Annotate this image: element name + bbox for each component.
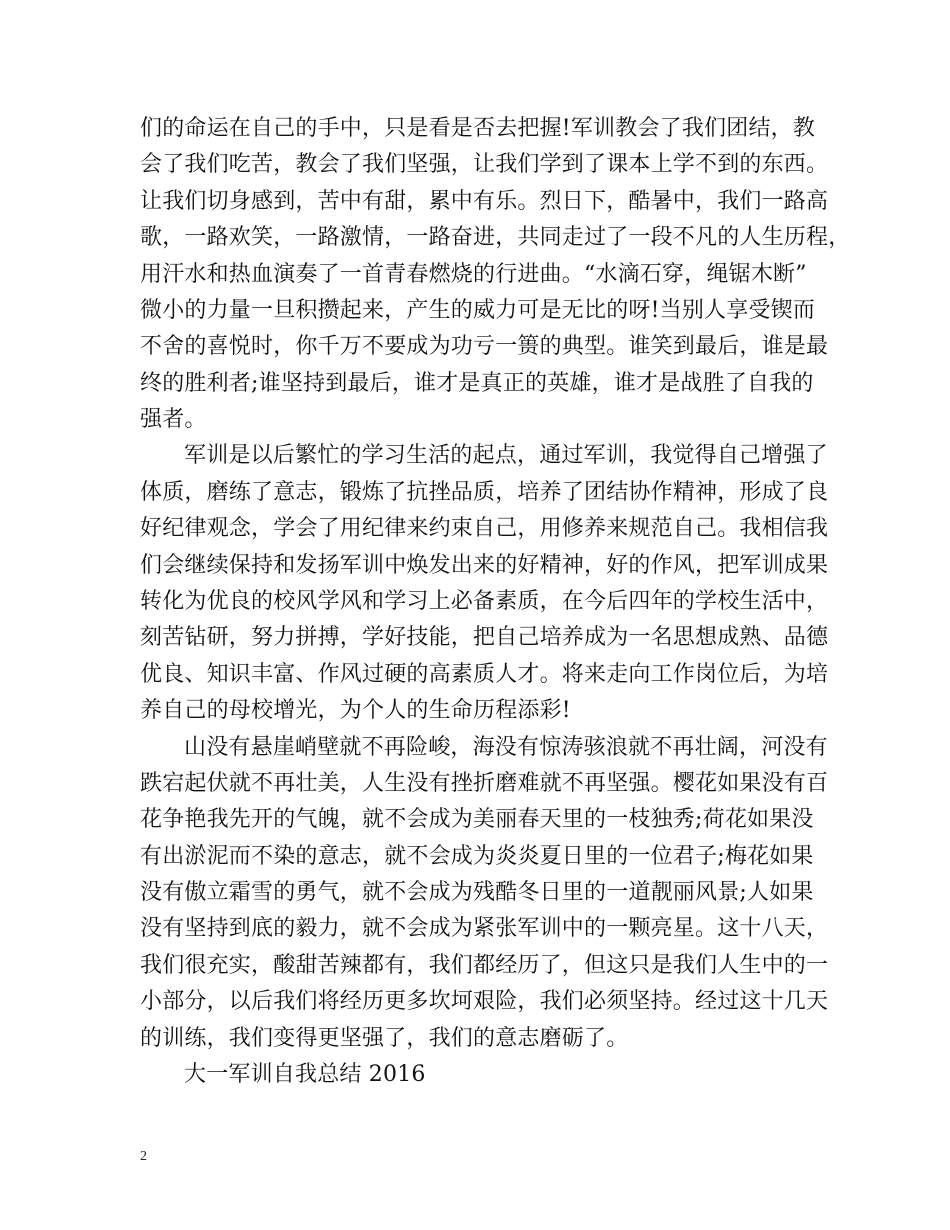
text-line: 强者。: [140, 407, 207, 432]
text-line: 没有坚持到底的毅力，就不会成为紧张军训中的一颗亮星。这十八天，: [140, 916, 829, 941]
text-line: 养自己的母校增光，为个人的生命历程添彩!: [140, 698, 571, 723]
text-line: 花争艳我先开的气魄，就不会成为美丽春天里的一枝独秀;荷花如果没: [140, 807, 814, 832]
text-line: 用汗水和热血演奏了一首青春燃烧的行进曲。“水滴石穿，绳锯木断”: [140, 262, 807, 287]
paragraph-first-line: 山没有悬崖峭壁就不再险峻，海没有惊涛骇浪就不再壮阔，河没有: [184, 735, 828, 760]
text-line: 优良、知识丰富、作风过硬的高素质人才。将来走向工作岗位后，为培: [140, 662, 829, 687]
text-line: 有出淤泥而不染的意志，就不会成为炎炎夏日里的一位君子;梅花如果: [140, 844, 814, 869]
text-line: 的训练，我们变得更坚强了，我们的意志磨砺了。: [140, 1026, 629, 1051]
text-line: 不舍的喜悦时，你千万不要成为功亏一篑的典型。谁笑到最后，谁是最: [140, 334, 829, 359]
text-line: 微小的力量一旦积攒起来，产生的威力可是无比的呀!当别人享受锲而: [140, 298, 816, 323]
paragraph-first-line: 军训是以后繁忙的学习生活的起点，通过军训，我觉得自己增强了: [184, 443, 828, 468]
text-line: 小部分，以后我们将经历更多坎坷艰险，我们必须坚持。经过这十几天: [140, 989, 829, 1014]
text-line: 我们很充实，酸甜苦辣都有，我们都经历了，但这只是我们人生中的一: [140, 953, 829, 978]
section-heading: 大一军训自我总结 2016: [184, 1062, 426, 1087]
text-line: 会了我们吃苦，教会了我们坚强，让我们学到了课本上学不到的东西。: [140, 152, 829, 177]
text-line: 跌宕起伏就不再壮美，人生没有挫折磨难就不再坚强。樱花如果没有百: [140, 771, 829, 796]
text-line: 们的命运在自己的手中，只是看是否去把握!军训教会了我们团结，教: [140, 116, 816, 141]
text-line: 好纪律观念，学会了用纪律来约束自己，用修养来规范自己。我相信我: [140, 516, 829, 541]
text-line: 们会继续保持和发扬军训中焕发出来的好精神，好的作风，把军训成果: [140, 553, 829, 578]
text-line: 刻苦钻研，努力拼搏，学好技能，把自己培养成为一名思想成熟、品德: [140, 625, 829, 650]
page-number: 2: [140, 1149, 147, 1164]
text-line: 终的胜利者;谁坚持到最后，谁才是真正的英雄，谁才是战胜了自我的: [140, 371, 814, 396]
text-line: 转化为优良的校风学风和学习上必备素质，在今后四年的学校生活中，: [140, 589, 829, 614]
text-line: 没有傲立霜雪的勇气，就不会成为残酷冬日里的一道靓丽风景;人如果: [140, 880, 814, 905]
text-line: 让我们切身感到，苦中有甜，累中有乐。烈日下，酷暑中，我们一路高: [140, 189, 829, 214]
text-line: 体质，磨练了意志，锻炼了抗挫品质，培养了团结协作精神，形成了良: [140, 480, 829, 505]
text-line: 歌，一路欢笑，一路激情，一路奋进，共同走过了一段不凡的人生历程，: [140, 225, 851, 250]
